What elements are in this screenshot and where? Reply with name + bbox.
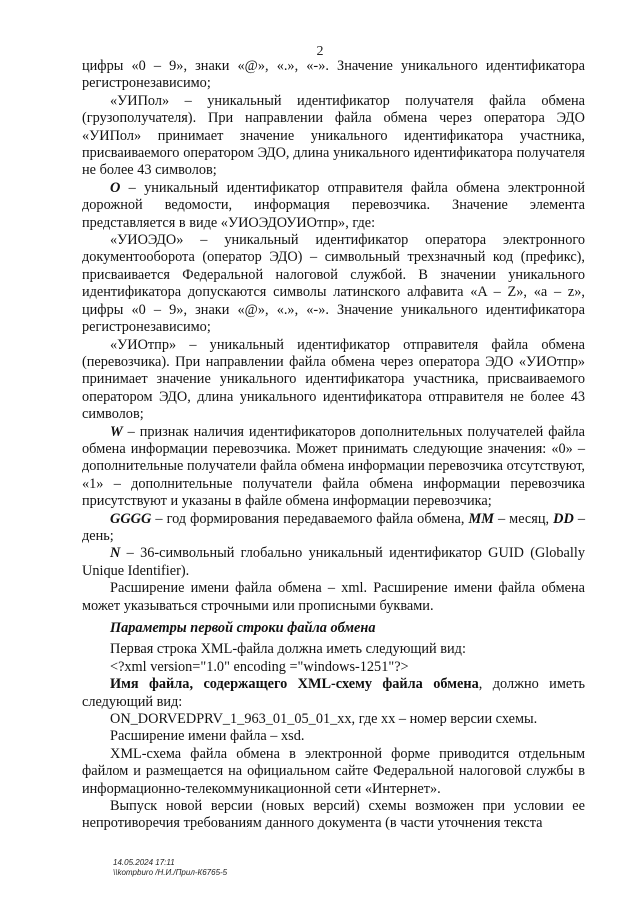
term-w: W <box>110 423 123 440</box>
paragraph-uioedo: «УИОЭДО» – уникальный идентификатор оператора электронного документооборота (оператор ЭДО) – символьный трехзначный код (префикс), присваивается Федеральной налоговой службой. В значении уникального идентификатора допускаются символы латинского алфавита «A – Z», «a – z», цифры «0 – 9», знаки «@», «.», «-». Значение уникального идентификатора регистронезависимо; <box>82 232 585 336</box>
paragraph-extension: Расширение имени файла обмена – xml. Расширение имени файла обмена может указываться строчными или прописными буквами. <box>82 580 585 614</box>
paragraph-schema-name <box>82 676 585 711</box>
paragraph-w-text: – признак наличия идентификаторов дополнительных получателей файла обмена информации перевозчика. Может принимать следующие значения: «0» – дополнительные получатели файла обмена информации перевозчика отсутствуют, «1» – дополнительные получатели файла обмена информации перевозчика присутствуют и указаны в файле обмена информации перевозчика; <box>82 423 585 510</box>
paragraph-new-version: Выпуск новой версии (новых версий) схемы возможен при условии ее непротиворечия требованиям данного документа (в части уточнения текста <box>82 798 585 832</box>
paragraph-date <box>82 511 585 546</box>
paragraph-o-text: – уникальный идентификатор отправителя файла обмена электронной дорожной ведомости, информация перевозчика. Значение элемента представляется в виде «УИОЭДОУИОтпр», где: <box>82 179 585 231</box>
paragraph-date-text-c: – день; <box>82 510 585 544</box>
footer-timestamp: 14.05.2024 17:11 <box>113 858 175 867</box>
paragraph-date-text-b: – месяц, <box>493 510 554 527</box>
schema-name-text: , должно иметь следующий вид: <box>82 676 585 710</box>
paragraph-first-line: Первая строка XML-файла должна иметь следующий вид: <box>110 641 466 658</box>
paragraph-uipol: «УИПол» – уникальный идентификатор получателя файла обмена (грузополучателя). При направлении файла обмена через оператора ЭДО «УИПол» принимает значение уникального идентификатора участника, присваиваемого оператором ЭДО, длина уникального идентификатора получателя не более 43 символов; <box>82 92 585 179</box>
term-mm: ММ <box>468 510 494 527</box>
print-footer <box>113 858 227 878</box>
paragraph-1: цифры «0 – 9», знаки «@», «.», «-». Значение уникального идентификатора регистронезависимо; <box>82 58 585 92</box>
document-body <box>82 58 585 833</box>
footer-file-path: \\kompburo /Н.И./Прил-К6765-5 <box>113 868 228 877</box>
term-dd: DD <box>553 510 574 527</box>
term-n: N <box>110 545 121 562</box>
paragraph-date-text-a: – год формирования передаваемого файла обмена, <box>151 510 469 527</box>
page-number: 2 <box>316 44 324 59</box>
section-heading: Параметры первой строки файла обмена <box>110 620 376 636</box>
paragraph-xml-declaration: <?xml version="1.0" encoding ="windows-1251"?> <box>110 658 409 675</box>
term-gggg: GGGG <box>110 510 152 527</box>
paragraph-uiotpr: «УИОтпр» – уникальный идентификатор отправителя файла обмена (перевозчика). При направлении файла обмена через оператора ЭДО «УИОтпр» принимает значение уникального идентификатора участника, присваиваемого оператором ЭДО, длина уникального идентификатора отправителя не более 43 символов; <box>82 336 585 423</box>
term-o: О <box>110 179 121 196</box>
paragraph-schema-publication: XML-схема файла обмена в электронной форме приводится отдельным файлом и размещается на официальном сайте Федеральной налоговой службы в информационно-телекоммуникационной сети «Интернет». <box>82 745 585 797</box>
paragraph-o <box>82 180 585 232</box>
paragraph-n-text: – 36-символьный глобально уникальный идентификатор GUID (Globally Unique Identifier). <box>82 545 585 579</box>
schema-name-bold: Имя файла, содержащего XML-схему файла обмена <box>110 676 479 693</box>
paragraph-schema-file: ON_DORVEDPRV_1_963_01_05_01_xx, где хх – номер версии схемы. <box>110 711 538 728</box>
paragraph-w <box>82 424 585 511</box>
paragraph-xsd-extension: Расширение имени файла – xsd. <box>110 728 305 745</box>
paragraph-n <box>82 545 585 580</box>
